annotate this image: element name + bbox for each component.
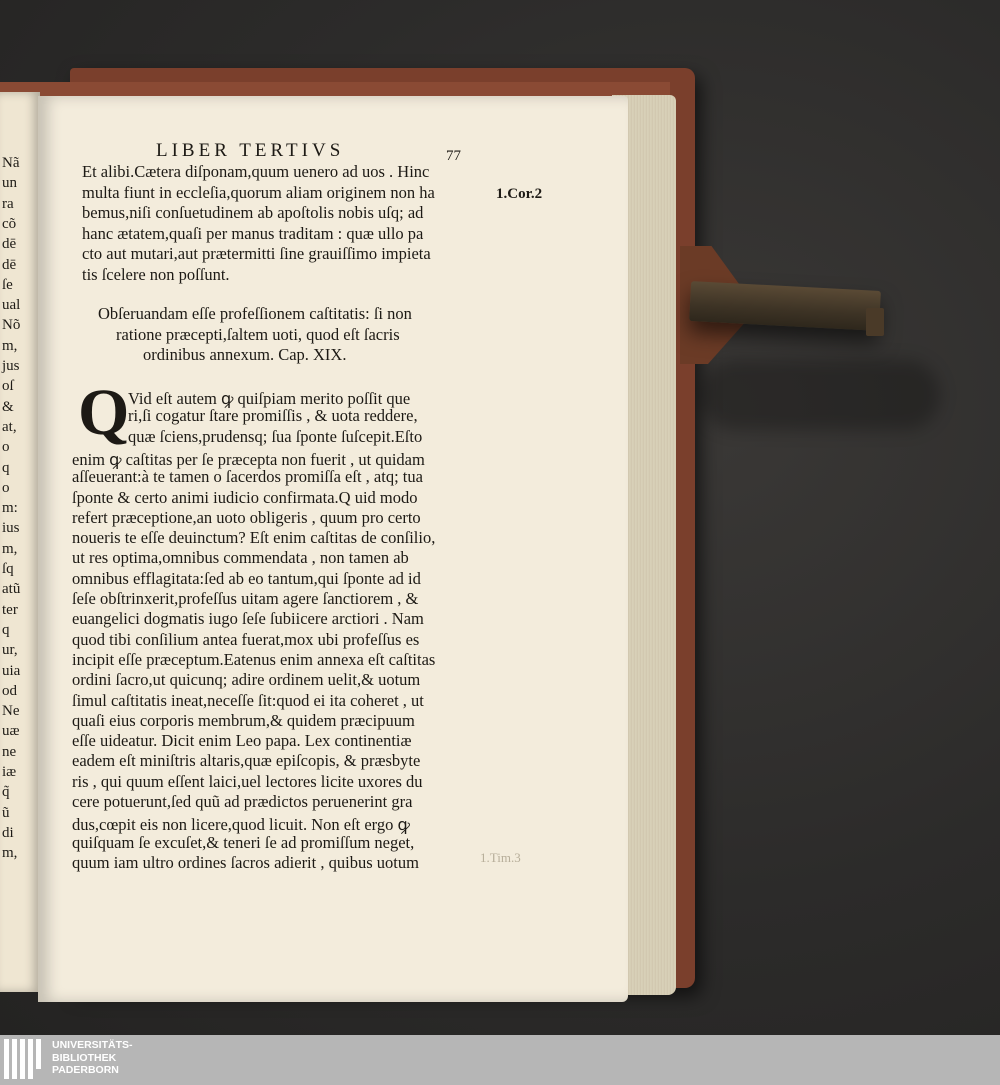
- clasp-shadow: [700, 360, 940, 430]
- text-line: bemus,niſi conſuetudinem ab apoſtolis nobis uſq; ad: [82, 203, 424, 222]
- text-line: hanc ætatem,quaſi per manus traditam : quæ ullo pa: [82, 223, 424, 243]
- text-line: ut res optima,omnibus commendata , non tamen ab: [72, 548, 409, 568]
- left-page-fragment: ius: [2, 520, 20, 537]
- text-line: enim ꝙ caſtitas per ſe præcepta non fuerit , ut quidam: [72, 449, 425, 469]
- left-page-fragment: od: [2, 682, 17, 699]
- chapter-title-line: Obſeruandam eſſe profeſſionem caſtitatis: ſi non: [98, 304, 412, 323]
- left-page-fragment: un: [2, 175, 17, 192]
- left-page-fragment: ſq: [2, 561, 14, 577]
- text-line: ris , qui quum eſſent laici,uel lectores licite uxores du: [72, 771, 423, 791]
- left-page-fragment: q: [2, 621, 10, 638]
- left-page-fragment: o: [2, 439, 10, 456]
- text-line: Vid eſt autem ꝙ quiſpiam merito poſſit que: [128, 389, 411, 408]
- left-page-fragment: q: [2, 459, 10, 476]
- clasp-end: [866, 308, 884, 336]
- text-line: quiſquam ſe excuſet,& teneri ſe ad promiſſum neget,: [72, 832, 415, 852]
- left-page-fragment: jus: [2, 358, 20, 374]
- left-page-fragment: iæ: [2, 764, 17, 780]
- text-line: incipit eſſe præceptum.Eatenus enim annexa eſt caſtitas: [72, 649, 436, 669]
- text-line: ordini ſacro,ut quicunq; adire ordinem uelit,& uotum: [72, 670, 421, 690]
- left-page-fragment: ra: [2, 195, 14, 212]
- text-line: ſeſe obſtrinxerit,profeſſus uitam agere ſanctiorem , &: [72, 589, 419, 608]
- page-number: 77: [446, 148, 461, 164]
- left-page-fragment: ter: [2, 601, 18, 618]
- text-line: ri,ſi cogatur ſtare promiſſis , & uota reddere,: [128, 406, 418, 426]
- left-page-fragment: ne: [2, 743, 17, 760]
- footer-bar: [0, 1035, 1000, 1085]
- left-page-fragment: Ne: [2, 703, 20, 720]
- text-line: cere potuerunt,ſed quũ ad prædictos peruenerint gra: [72, 792, 413, 811]
- text-line: cto aut mutari,aut prætermitti ſine grauiſſimo impieta: [82, 244, 431, 263]
- bleed-through-note: 1.Tim.3: [480, 850, 521, 865]
- chapter-title-line: ordinibus annexum. Cap. XIX.: [143, 345, 347, 364]
- left-page-fragment: uia: [2, 662, 21, 679]
- left-page-fragment: uæ: [2, 723, 20, 740]
- book-page: [38, 96, 628, 1002]
- left-page-fragment: atũ: [2, 581, 21, 598]
- text-line: ſimul caſtitatis ineat,neceſſe ſit:quod ei ita coheret , ut: [72, 690, 424, 710]
- text-line: noueris te eſſe deuinctum? Eſt enim caſtitas de conſilio,: [72, 528, 436, 548]
- library-logo-icon: [4, 1039, 48, 1079]
- left-page-strip: [0, 92, 40, 992]
- left-page-fragment: o: [2, 479, 10, 496]
- left-page-fragment: Nõ: [2, 317, 21, 334]
- drop-cap: Q: [78, 376, 130, 449]
- running-head: LIBER TERTIVS: [156, 140, 345, 161]
- text-line: ſponte & certo animi iudicio confirmata.Q uid modo: [72, 487, 418, 507]
- text-line: euangelici dogmatis iugo ſeſe ſubiicere arctiori . Nam: [72, 609, 424, 629]
- left-page-fragment: m,: [2, 337, 18, 354]
- left-page-fragment: m,: [2, 845, 18, 862]
- text-line: quaſi eius corporis membrum,& quidem præcipuum: [72, 710, 415, 730]
- text-line: refert præceptione,an uoto obligeris , quum pro certo: [72, 507, 421, 527]
- left-page-fragment: ũ: [2, 804, 10, 821]
- library-logo-text: [52, 1039, 133, 1077]
- left-page-fragment: &: [2, 398, 14, 415]
- text-line: Et alibi.Cætera diſponam,quum uenero ad uos . Hinc: [82, 162, 430, 181]
- left-page-fragment: at,: [2, 418, 17, 435]
- left-page-fragment: ual: [2, 297, 21, 314]
- left-page-fragment: ſe: [2, 276, 13, 293]
- text-line: eſſe uideatur. Dicit enim Leo papa. Lex continentiæ: [72, 731, 412, 751]
- text-line: omnibus efflagitata:ſed ab eo tantum,qui ſponte ad id: [72, 568, 421, 588]
- left-page-fragment: dē: [2, 256, 17, 273]
- left-page-fragment: ur,: [2, 642, 18, 659]
- left-page-fragment: q̃: [2, 784, 10, 801]
- text-line: quæ ſciens,prudensq; ſua ſponte ſuſcepit.Eſto: [128, 426, 423, 446]
- text-line: aſſeuerant:à te tamen o ſacerdos promiſſa eſt , atq; tua: [72, 467, 423, 487]
- text-line: quod tibi conſilium antea fuerat,mox ubi profeſſus es: [72, 629, 420, 649]
- logo-line: BIBLIOTHEK: [52, 1051, 117, 1064]
- left-page-fragment: dē: [2, 236, 17, 253]
- left-page-fragment: oſ: [2, 378, 14, 395]
- left-page-fragment: Nã: [2, 155, 20, 171]
- left-page-fragment: m:: [2, 500, 18, 517]
- left-page-fragment: m,: [2, 540, 18, 557]
- text-line: dus,cœpit eis non licere,quod licuit. Non eſt ergo ꝙ: [72, 815, 410, 835]
- logo-line: UNIVERSITÄTS-: [52, 1039, 133, 1051]
- left-page-fragment: cõ: [2, 215, 17, 232]
- margin-note: 1.Cor.2: [496, 186, 543, 202]
- text-line: multa fiunt in eccleſia,quorum aliam originem non ha: [82, 182, 435, 202]
- text-line: eadem eſt miniſtris altaris,quæ epiſcopis, & præsbyte: [72, 751, 421, 771]
- text-line: tis ſcelere non poſſunt.: [82, 264, 230, 284]
- text-line: quum iam ultro ordines ſacros adierit , quibus uotum: [72, 852, 419, 872]
- left-page-fragment: di: [2, 824, 14, 841]
- logo-line: PADERBORN: [52, 1064, 119, 1076]
- chapter-title-line: ratione præcepti,ſaltem uoti, quod eſt ſacris: [116, 324, 400, 344]
